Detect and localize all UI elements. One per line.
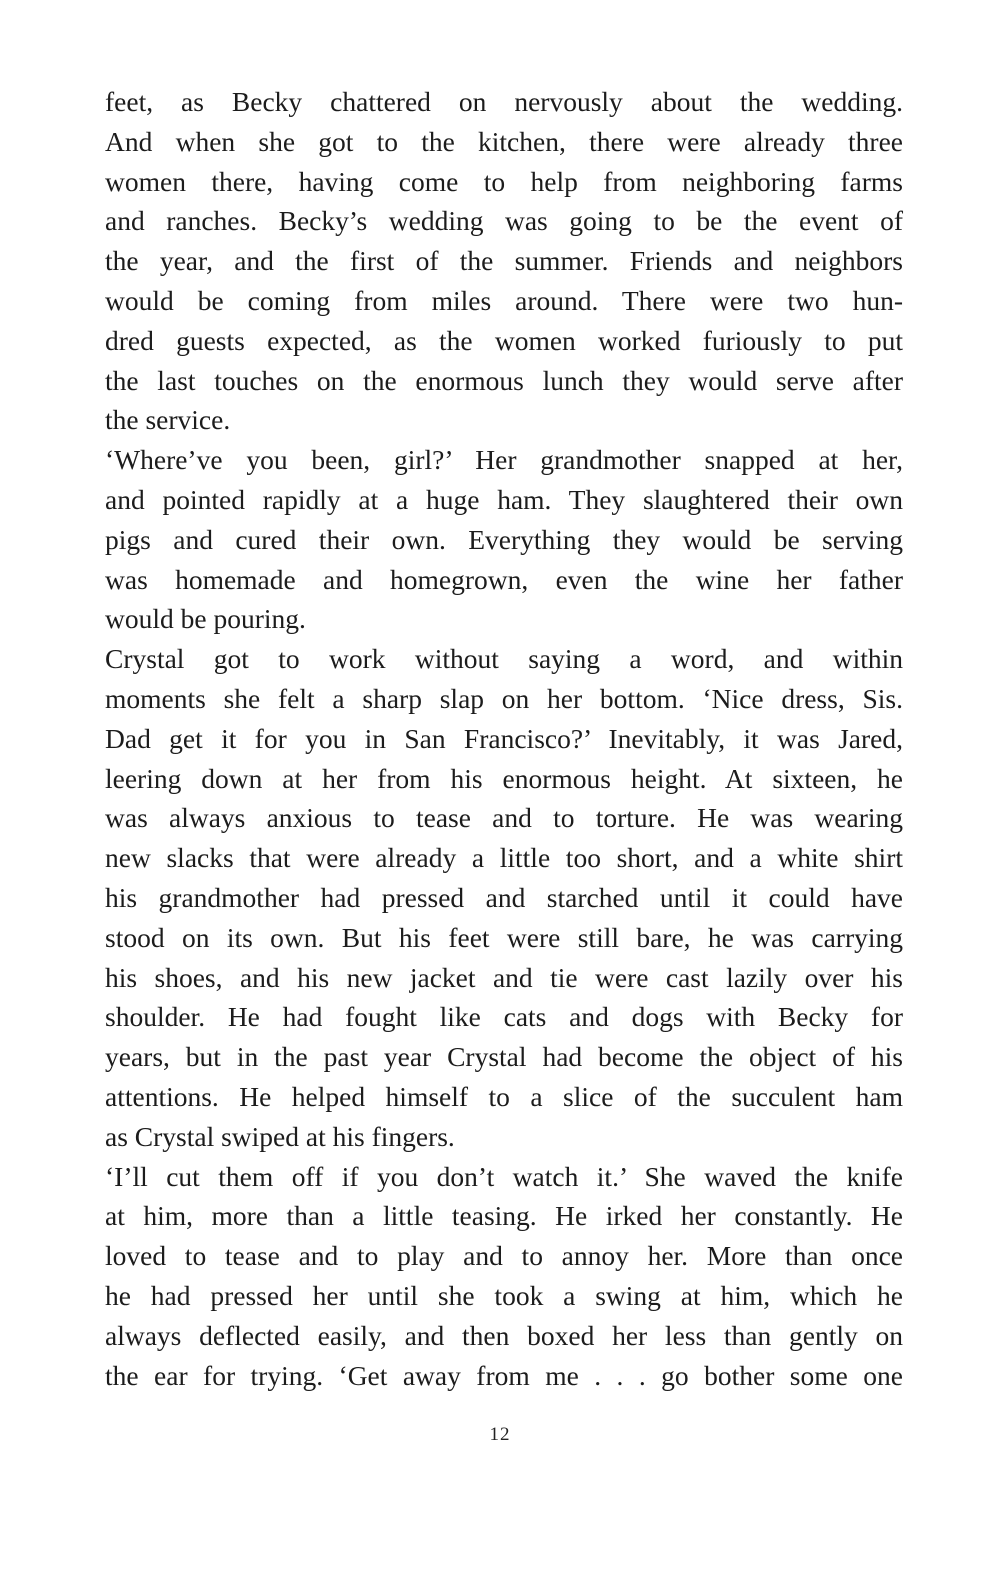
text-line: And when she got to the kitchen, there were already three — [105, 125, 903, 157]
text-line: would be pouring. — [105, 603, 306, 635]
text-line: ‘I’ll cut them off if you don’t watch it.’ She waved the knife — [105, 1160, 903, 1192]
text-line: stood on its own. But his feet were still bare, he was carrying — [105, 921, 903, 953]
text-line: the last touches on the enormous lunch they would serve after — [105, 364, 903, 396]
text-line: Dad get it for you in San Francisco?’ Inevitably, it was Jared, — [105, 722, 903, 754]
text-line: women there, having come to help from neighboring farms — [105, 165, 903, 197]
text-line: his grandmother had pressed and starched until it could have — [105, 881, 903, 913]
text-line: the ear for trying. ‘Get away from me . . . go bother some one — [105, 1359, 903, 1391]
text-line: feet, as Becky chattered on nervously about the wedding. — [105, 86, 903, 117]
text-line: and pointed rapidly at a huge ham. They slaughtered their own — [105, 483, 903, 515]
text-line: his shoes, and his new jacket and tie were cast lazily over his — [105, 961, 903, 993]
text-line: the service. — [105, 404, 231, 436]
text-line: he had pressed her until she took a swing at him, which he — [105, 1279, 903, 1311]
text-line: was homemade and homegrown, even the wine her father — [105, 563, 903, 595]
text-line: was always anxious to tease and to torture. He was wearing — [105, 802, 903, 834]
text-line: the year, and the first of the summer. Friends and neighbors — [105, 245, 903, 277]
text-line: would be coming from miles around. There were two hun- — [105, 284, 903, 316]
text-line: leering down at her from his enormous height. At sixteen, he — [105, 762, 903, 794]
text-line: Crystal got to work without saying a word, and within — [105, 643, 903, 675]
text-line: moments she felt a sharp slap on her bottom. ‘Nice dress, Sis. — [105, 682, 903, 714]
body-text — [105, 82, 903, 1395]
text-line: shoulder. He had fought like cats and dogs with Becky for — [105, 1001, 903, 1033]
text-line: years, but in the past year Crystal had become the object of his — [105, 1041, 903, 1073]
text-line: new slacks that were already a little too short, and a white shirt — [105, 842, 903, 874]
text-line: pigs and cured their own. Everything they would be serving — [105, 523, 903, 555]
text-line: always deflected easily, and then boxed her less than gently on — [105, 1319, 903, 1351]
text-line: attentions. He helped himself to a slice of the succulent ham — [105, 1080, 903, 1112]
text-line: dred guests expected, as the women worked furiously to put — [105, 324, 903, 356]
text-line: ‘Where’ve you been, girl?’ Her grandmother snapped at her, — [105, 444, 903, 476]
text-line: loved to tease and to play and to annoy her. More than once — [105, 1240, 903, 1272]
text-line: and ranches. Becky’s wedding was going to be the event of — [105, 205, 903, 237]
text-line: at him, more than a little teasing. He irked her constantly. He — [105, 1200, 903, 1232]
text-line: as Crystal swiped at his fingers. — [105, 1120, 455, 1152]
page-number: 12 — [489, 1424, 511, 1445]
